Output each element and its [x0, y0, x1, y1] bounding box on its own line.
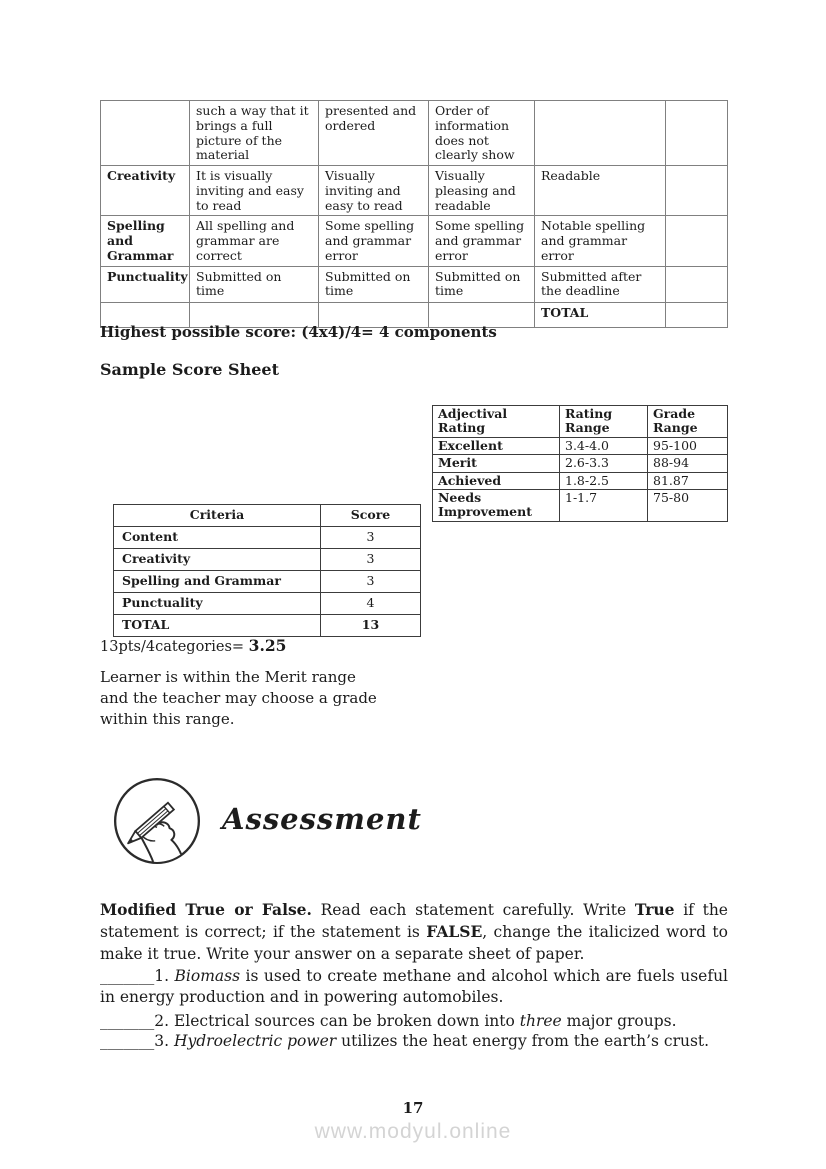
table-cell: Submitted on time	[190, 266, 319, 302]
table-cell: Notable spelling and grammar error	[535, 216, 666, 266]
instructions-true: True	[634, 900, 675, 919]
instructions-text: if the statement is correct; if the statement is	[100, 901, 728, 941]
question-number: 1.	[154, 967, 175, 985]
table-cell: Submitted on time	[429, 266, 535, 302]
header-cell: Grade Range	[648, 406, 728, 438]
table-cell: presented and ordered	[319, 101, 429, 166]
table-cell: Visually pleasing and readable	[429, 166, 535, 216]
table-cell: 88-94	[648, 455, 728, 472]
score-note-prefix: 13pts/4categories=	[100, 639, 249, 655]
table-cell: Needs Improvement	[433, 489, 560, 521]
table-cell: Spelling and Grammar	[101, 216, 190, 266]
table-cell: All spelling and grammar are correct	[190, 216, 319, 266]
answer-blank: _______	[100, 1012, 155, 1030]
question-italic-term: Biomass	[174, 967, 241, 985]
question-italic-term: Hydroelectric power	[173, 1032, 337, 1050]
watermark: www.modyul.online	[314, 1120, 512, 1143]
table-cell: Some spelling and grammar error	[429, 216, 535, 266]
criteria-score-table	[113, 504, 421, 637]
score-computation-note	[100, 636, 286, 655]
table-cell: 13	[321, 615, 421, 637]
table-cell: 2.6-3.3	[560, 455, 648, 472]
merit-range-note: Learner is within the Merit range and the teacher may choose a grade within this range.	[100, 668, 377, 728]
header-cell: Rating Range	[560, 406, 648, 438]
table-cell: such a way that it brings a full picture of the material	[190, 101, 319, 166]
instructions-lead: Modified True or False.	[100, 900, 312, 919]
table-row	[114, 571, 421, 593]
table-cell: Content	[114, 527, 321, 549]
highest-score-note: Highest possible score: (4x4)/4= 4 components	[100, 323, 497, 341]
table-cell	[535, 101, 666, 166]
question-number: 3.	[154, 1032, 174, 1050]
table-header-row	[433, 406, 728, 438]
table-cell: 3	[321, 527, 421, 549]
question-number: 2.	[154, 1012, 174, 1030]
table-cell	[666, 302, 728, 327]
table-cell: Achieved	[433, 472, 560, 489]
table-row	[114, 593, 421, 615]
table-cell	[666, 166, 728, 216]
table-header-row	[114, 505, 421, 527]
table-cell	[666, 101, 728, 166]
instructions-paragraph	[100, 899, 728, 965]
table-row	[101, 266, 728, 302]
table-cell: Creativity	[114, 549, 321, 571]
assessment-heading: Assessment	[222, 802, 422, 836]
header-cell: Adjectival Rating	[433, 406, 560, 438]
table-cell: Submitted after the deadline	[535, 266, 666, 302]
table-cell: It is visually inviting and easy to read	[190, 166, 319, 216]
question-text: utilizes the heat energy from the earth’s crust.	[336, 1032, 710, 1050]
table-cell: 1.8-2.5	[560, 472, 648, 489]
table-cell: 75-80	[648, 489, 728, 521]
table-row	[433, 489, 728, 521]
question-text: Electrical sources can be broken down into	[173, 1012, 520, 1030]
table-cell: TOTAL	[114, 615, 321, 637]
table-row	[114, 527, 421, 549]
instructions-false: FALSE	[426, 922, 483, 941]
table-cell: Order of information does not clearly show	[429, 101, 535, 166]
table-row	[433, 437, 728, 454]
answer-blank: _______	[100, 1032, 155, 1050]
total-label-cell: TOTAL	[535, 302, 666, 327]
question-text: major groups.	[561, 1012, 677, 1030]
instructions-text: , change the italicized word to make it true. Write your answer on a separate sheet of paper.	[100, 923, 728, 963]
table-cell: Punctuality	[101, 266, 190, 302]
question-text: is used to create methane and alcohol which are fuels useful in energy production and in powering automobiles.	[100, 967, 729, 1006]
table-cell: 3	[321, 549, 421, 571]
table-cell: 81.87	[648, 472, 728, 489]
table-cell: Merit	[433, 455, 560, 472]
adjectival-rating-table	[432, 405, 728, 522]
table-row	[433, 455, 728, 472]
answer-blank: _______	[100, 967, 155, 985]
question-1	[100, 966, 728, 1008]
header-cell: Score	[321, 505, 421, 527]
table-cell: Visually inviting and easy to read	[319, 166, 429, 216]
table-row	[101, 216, 728, 266]
table-cell: Excellent	[433, 437, 560, 454]
page-number: 17	[402, 1099, 424, 1117]
sample-score-sheet-heading: Sample Score Sheet	[100, 360, 279, 379]
table-cell: 1-1.7	[560, 489, 648, 521]
table-cell: Readable	[535, 166, 666, 216]
table-cell: Submitted on time	[319, 266, 429, 302]
question-italic-term: three	[519, 1012, 562, 1030]
table-row	[114, 549, 421, 571]
hand-writing-icon	[112, 776, 202, 866]
question-2	[100, 1011, 728, 1032]
table-cell	[666, 216, 728, 266]
table-cell: Punctuality	[114, 593, 321, 615]
table-cell: Some spelling and grammar error	[319, 216, 429, 266]
table-cell: Creativity	[101, 166, 190, 216]
table-cell	[101, 101, 190, 166]
table-row	[101, 166, 728, 216]
table-cell: 3	[321, 571, 421, 593]
table-cell	[666, 266, 728, 302]
instructions-text: Read each statement carefully. Write	[311, 901, 635, 919]
table-total-row	[114, 615, 421, 637]
score-note-value: 3.25	[248, 636, 287, 655]
header-cell: Criteria	[114, 505, 321, 527]
question-3	[100, 1031, 728, 1052]
table-cell: 3.4-4.0	[560, 437, 648, 454]
table-cell: 95-100	[648, 437, 728, 454]
table-cell: Spelling and Grammar	[114, 571, 321, 593]
table-cell: 4	[321, 593, 421, 615]
rubric-table	[100, 100, 728, 328]
table-row	[101, 101, 728, 166]
table-row	[433, 472, 728, 489]
